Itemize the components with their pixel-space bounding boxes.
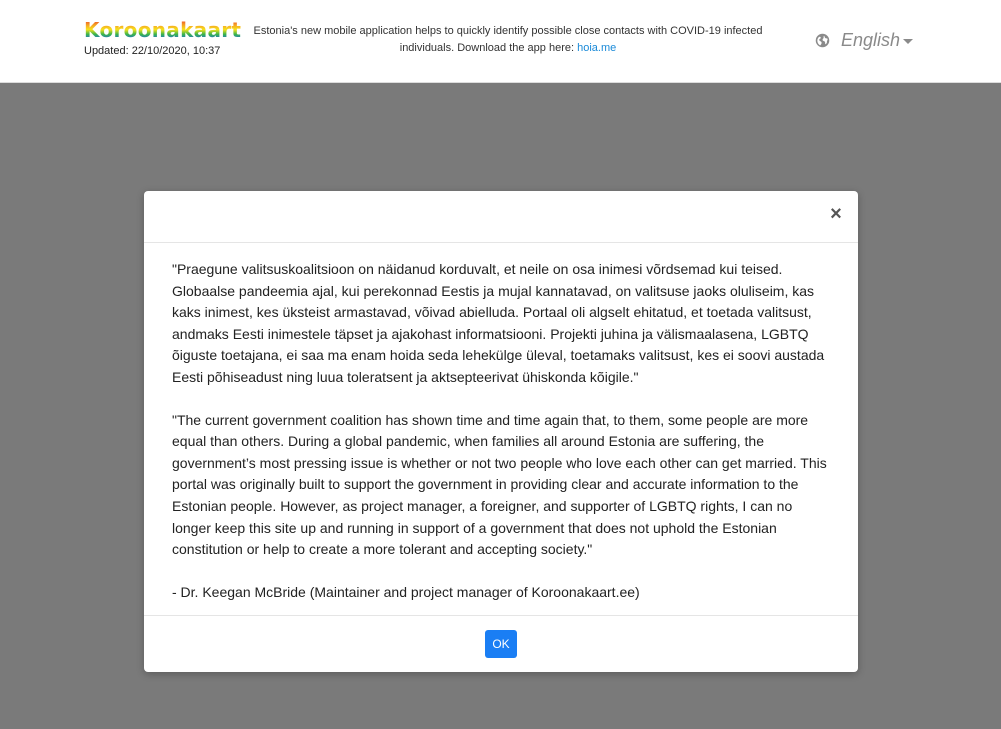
updated-timestamp: Updated: 22/10/2020, 10:37: [84, 45, 221, 57]
close-icon[interactable]: ×: [830, 203, 842, 225]
app-notice-text: Estonia's new mobile application helps to quickly identify possible close contacts with COVID-19 infected individuals. Download the app here:: [253, 25, 763, 54]
caret-down-icon: [903, 39, 913, 44]
app-notice: [232, 23, 784, 57]
logo[interactable]: Koroonakaart: [84, 18, 242, 42]
globe-icon: [815, 33, 830, 48]
statement-signature: - Dr. Keegan McBride (Maintainer and project manager of Koroonakaart.ee): [172, 583, 640, 600]
top-header: [0, 0, 1001, 83]
modal-body: [144, 243, 858, 603]
language-label: English: [841, 30, 901, 50]
hoia-me-link[interactable]: hoia.me: [577, 42, 617, 54]
modal-footer: [144, 615, 858, 672]
language-selector[interactable]: [815, 30, 913, 51]
modal-header: [144, 191, 858, 243]
statement-english: "The current government coalition has shown time and time again that, to them, some people are more equal than others. During a global pandemic, when families all around Estonia are suffering, the government’s most pressing issue is whether or not two people who love each other can get married. This portal was originally built to support the government in providing clear and accurate information to the Estonian people. However, as project manager, a foreigner, and supporter of LGBTQ rights, I can no longer keep this site up and running in support of a government that does not uphold the Estonian constitution or help to create a more tolerant and accepting society.": [172, 411, 827, 558]
ok-button[interactable]: OK: [485, 630, 517, 658]
announcement-modal: [144, 191, 858, 672]
brand: [84, 18, 241, 57]
statement-estonian: "Praegune valitsuskoalitsioon on näidanud korduvalt, et neile on osa inimesi võrdsemad kui teised. Globaalse pandeemia ajal, kui perekonnad Eestis ja mujal kannatavad, on valitsuse jaoks oluliseim, kas kaks inimest, kes üksteist armastavad, võivad abielluda. Portaal oli algselt ehitatud, et toetada valitsust, andmaks Eesti inimestele täpset ja ajakohast informatsiooni. Projekti juhina ja välismaalasena, LGBTQ õiguste toetajana, ei saa ma enam hoida seda lehekülge üleval, toetamaks valitsust, kes ei soovi austada Eesti põhiseadust ning luua toleratsent ja aktsepteerivat ühiskonda kõigile.": [172, 261, 825, 385]
